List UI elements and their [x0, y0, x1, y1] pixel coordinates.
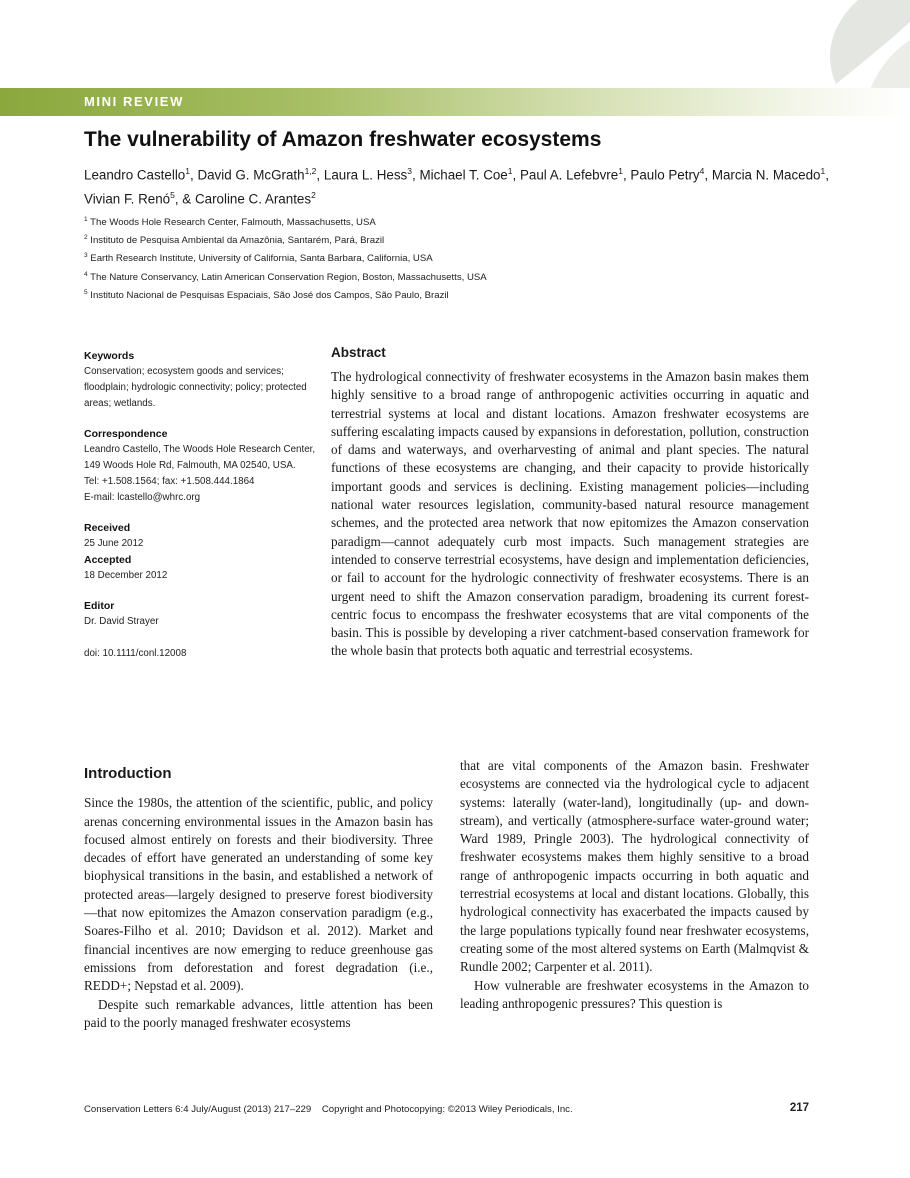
article-title: The vulnerability of Amazon freshwater ecosystems — [84, 128, 602, 151]
affiliation-item — [84, 230, 487, 248]
author-name: Leandro Castello — [84, 167, 186, 183]
author-affiliation-marker: 1 — [820, 166, 826, 176]
author-affiliation-marker: 1 — [507, 166, 513, 176]
author-name: & Caroline C. Arantes — [182, 191, 312, 207]
author-affiliation-marker: 1 — [618, 166, 623, 176]
journal-citation: Conservation Letters 6:4 July/August (2013) 217–229 Copyright and Photocopying: ©2013 Wiley Periodicals, Inc. — [84, 1104, 573, 1115]
author-name: David G. McGrath — [197, 167, 305, 183]
abstract-text: The hydrological connectivity of freshwater ecosystems in the Amazon basin makes them highly sensitive to a broad range of anthropogenic activities occurring in aquatic and terrestrial systems at local and distant locations. Amazon freshwater ecosystems are suffering escalating impacts caused by expansions in deforestation, pollution, construction of dams and waterways, and overharvesting of animal and plant species. The natural functions of these ecosystems are changing, and their capacity to provide historically important goods and services is declining. Existing management policies—including national water resources legislation, community-based natural resource management schemes, and the protected area network that now epitomizes the Amazon conservation paradigm—cannot adequately curb most impacts. Such management strategies are intended to conserve terrestrial ecosystems, have design and implementation deficiencies, or fail to account for the hydrologic connectivity of freshwater ecosystems. There is an urgent need to shift the Amazon conservation paradigm, broadening its current forest-centric focus to encompass the freshwater ecosystems that are vital components of the basin. This is possible by developing a river catchment-based conservation framework for the whole basin that protects both aquatic and terrestrial ecosystems. — [331, 369, 809, 659]
accepted-date: 18 December 2012 — [84, 570, 168, 581]
affiliation-item — [84, 248, 487, 266]
affiliation-item — [84, 212, 487, 230]
correspondence-address: Leandro Castello, The Woods Hole Research Center, 149 Woods Hole Rd, Falmouth, MA 02540, USA. — [84, 444, 316, 471]
page-number: 217 — [789, 1102, 809, 1114]
doi[interactable]: doi: 10.1111/conl.12008 — [84, 648, 187, 659]
keywords-heading: Keywords — [84, 350, 135, 362]
leaf-logo-icon — [800, 0, 910, 100]
article-info-sidebar — [84, 348, 319, 662]
author-name: Paulo Petry — [630, 167, 700, 183]
author-affiliation-marker: 2 — [311, 190, 316, 201]
affiliation-item — [84, 285, 487, 303]
affiliation-number: 1 — [84, 216, 88, 223]
section-label: MINI REVIEW — [84, 94, 184, 109]
introduction-paragraph-2-continued: that are vital components of the Amazon basin. Freshwater ecosystems are connected via the hydrological cycle to adjacent systems: laterally (water-land), longitudinally (up- and down-stream), and vertically (atmosphere-surface water-ground water; Ward 1989, Pringle 2003). The hydrological connectivity of freshwater ecosystems makes them highly sensitive to a broad range of anthropogenic impacts occurring in both aquatic and terrestrial ecosystems at local and distant locations. Globally, this hydrological connectivity has exacerbated the impacts caused by the large populations typically found near freshwater ecosystems, creating some of the most altered systems on Earth (Malmqvist & Rundle 2002; Carpenter et al. 2011). — [460, 758, 809, 975]
received-heading: Received — [84, 522, 131, 534]
author-name: Paul A. Lefebvre — [519, 167, 619, 183]
editor-heading: Editor — [84, 600, 115, 612]
page-footer — [84, 1104, 809, 1115]
affiliation-text: Instituto Nacional de Pesquisas Espaciais, São José dos Campos, São Paulo, Brazil — [87, 289, 449, 301]
body-column-left — [84, 765, 433, 1032]
affiliation-number: 2 — [84, 234, 88, 242]
body-column-right — [460, 757, 809, 1013]
received-date: 25 June 2012 — [84, 538, 144, 549]
author-affiliation-marker: 5 — [170, 190, 175, 201]
affiliation-text: The Nature Conservancy, Latin American Conservation Region, Boston, Massachusetts, USA — [87, 271, 487, 283]
introduction-heading: Introduction — [84, 765, 172, 782]
introduction-paragraph-1: Since the 1980s, the attention of the scientific, public, and policy arenas concerning environmental issues in the Amazon basin has focused almost entirely on forests and their biodiversity. Three decades of effort have generated an understanding of some key biophysical transitions in the basin, and established a network of protected areas—largely designed to preserve forest biodiversity—that now epitomizes the Amazon conservation paradigm (e.g., Soares-Filho et al. 2010; Davidson et al. 2012). Market and financial incentives are now emerging to reduce greenhouse gas emissions from deforestation and forest degradation (i.e., REDD+; Nepstad et al. 2009). — [84, 795, 433, 994]
introduction-paragraph-2: Despite such remarkable advances, little attention has been paid to the poorly managed freshwater ecosystems — [84, 996, 433, 1030]
accepted-heading: Accepted — [84, 554, 132, 566]
abstract-section — [331, 345, 809, 661]
affiliation-text: Instituto de Pesquisa Ambiental da Amazônia, Santarém, Pará, Brazil — [87, 235, 385, 247]
author-name: Laura L. Hess — [323, 167, 408, 183]
author-name: Michael T. Coe — [419, 167, 508, 183]
affiliation-number: 3 — [84, 252, 88, 260]
author-list: Leandro Castello$^1$, David G. McGrath$^{1,2}$, Laura L. Hess$^3$, Michael T. Coe$^1$, Paul A. Lefebvre$^1$, Paulo Petry$^4$, Marcia N. Macedo$^1$, Vivian F. Renó$^5$, & Caroline C. Arantes$^2$ — [84, 166, 829, 207]
affiliation-text: The Woods Hole Research Center, Falmouth, Massachusetts, USA — [87, 217, 376, 229]
author-affiliation-marker: 1,2 — [304, 166, 317, 176]
author-affiliation-marker: 3 — [407, 166, 412, 176]
introduction-paragraph-3: How vulnerable are freshwater ecosystems in the Amazon to leading anthropogenic pressures? This question is — [460, 977, 809, 1011]
affiliation-number: 5 — [84, 288, 88, 296]
correspondence-email[interactable]: E-mail: lcastello@whrc.org — [84, 492, 201, 503]
section-banner — [0, 88, 910, 116]
affiliation-list — [84, 212, 487, 303]
affiliation-item — [84, 267, 487, 285]
author-name: Marcia N. Macedo — [711, 167, 821, 183]
author-affiliation-marker: 4 — [699, 166, 705, 176]
author-affiliation-marker: 1 — [185, 166, 190, 176]
keywords-text: Conservation; ecosystem goods and services; floodplain; hydrologic connectivity; policy; protected areas; wetlands. — [84, 366, 307, 409]
affiliation-text: Earth Research Institute, University of California, Santa Barbara, California, USA — [87, 253, 433, 265]
affiliation-number: 4 — [84, 270, 88, 278]
correspondence-heading: Correspondence — [84, 428, 168, 440]
editor-name: Dr. David Strayer — [84, 616, 159, 627]
author-name: Vivian F. Renó — [84, 191, 171, 207]
abstract-heading: Abstract — [331, 345, 386, 360]
correspondence-phone: Tel: +1.508.1564; fax: +1.508.444.1864 — [84, 476, 255, 487]
